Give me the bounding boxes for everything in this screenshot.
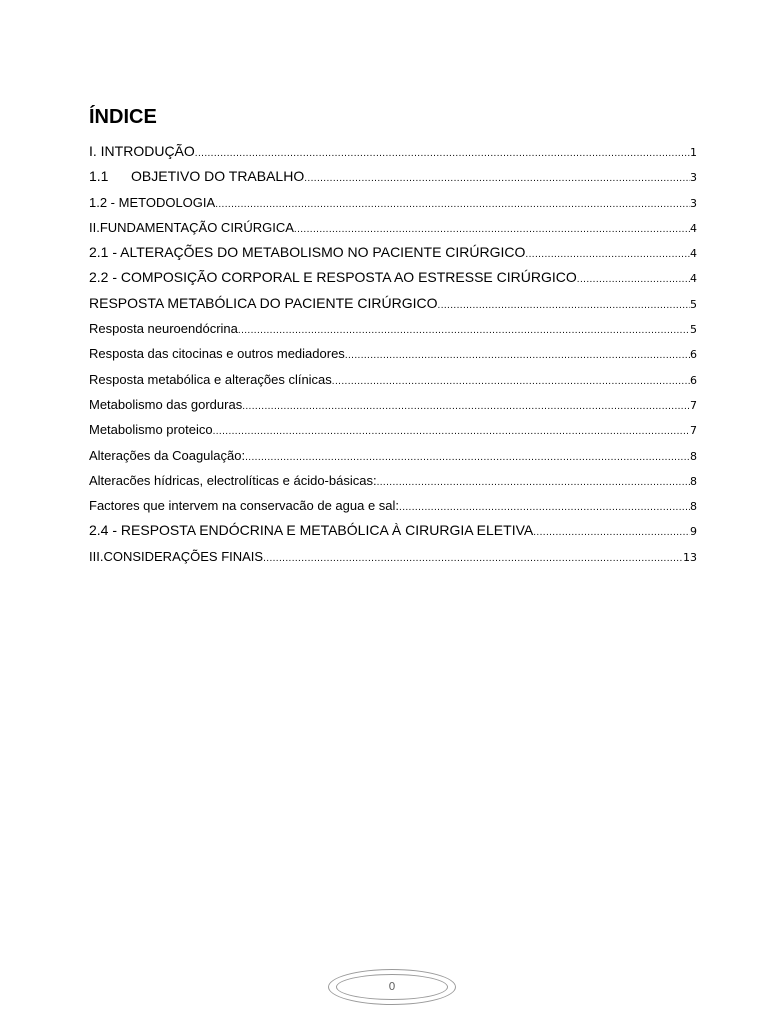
toc-entry[interactable] [89, 240, 697, 265]
page-number-frame [328, 969, 456, 1005]
toc-dot-leader [577, 267, 690, 292]
toc-entry-title [89, 341, 345, 366]
toc-entry[interactable] [89, 493, 697, 518]
toc-page-number: 5 [690, 323, 697, 337]
toc-entry-label: 2.2 - COMPOSIÇÃO CORPORAL E RESPOSTA AO ESTRESSE CIRÚRGICO [89, 269, 577, 286]
toc-entry[interactable] [89, 544, 697, 569]
toc-entry-label: Resposta neuroendócrina [89, 321, 238, 337]
toc-entry-title [89, 291, 438, 316]
toc-entry[interactable] [89, 417, 697, 442]
toc-entry-title [89, 417, 213, 442]
toc-entry-title [89, 544, 263, 569]
toc-dot-leader [238, 318, 690, 343]
toc-dot-leader [525, 242, 690, 267]
toc-dot-leader [294, 217, 690, 242]
toc-entry-label: I. INTRODUÇÃO [89, 143, 195, 159]
toc-entry-label: Alterações da Coagulação: [89, 447, 246, 463]
page-number: 0 [388, 980, 396, 993]
toc-entry[interactable] [89, 215, 697, 240]
toc-page-number: 4 [690, 247, 697, 261]
toc-entry[interactable] [89, 518, 697, 543]
toc-entry-title [89, 316, 238, 341]
toc-dot-leader [304, 166, 690, 191]
toc-entry-label: 2.4 - RESPOSTA ENDÓCRINA E METABÓLICA À CIRURGIA ELETIVA [89, 522, 534, 539]
toc-dot-leader [263, 546, 683, 571]
toc-page-number: 5 [690, 297, 697, 311]
toc-entry[interactable] [89, 316, 697, 341]
toc-entry-title [89, 139, 195, 164]
toc-dot-leader [242, 394, 690, 419]
toc-entry-title [89, 190, 215, 215]
toc-entry[interactable] [89, 164, 697, 189]
toc-page-number: 3 [690, 171, 697, 185]
toc-dot-leader [332, 369, 690, 394]
toc-page-number: 7 [690, 424, 697, 438]
toc-entry[interactable] [89, 265, 697, 290]
toc-entry-label: Metabolismo proteico [89, 422, 213, 438]
toc-entry-label: 2.1 - ALTERAÇÕES DO METABOLISMO NO PACIENTE CIRÚRGICO [89, 244, 526, 261]
toc-entry[interactable] [89, 291, 697, 316]
toc-entry[interactable] [89, 443, 697, 468]
toc-entry-title [89, 493, 399, 518]
toc-entry-label: Resposta metabólica e alterações clínicas [89, 371, 332, 387]
toc-dot-leader [245, 445, 690, 470]
toc-entry[interactable] [89, 190, 697, 215]
toc-entry-title [89, 443, 245, 468]
toc-page-number: 8 [690, 500, 697, 514]
toc-page-number: 3 [690, 196, 697, 210]
toc-entry[interactable] [89, 468, 697, 493]
toc-entry-title [89, 215, 294, 240]
table-of-contents [89, 139, 697, 569]
toc-page-number: 4 [690, 221, 697, 235]
toc-entry-title [89, 265, 577, 290]
toc-dot-leader [215, 192, 690, 217]
toc-page-number: 6 [690, 373, 697, 387]
toc-page-number: 13 [683, 550, 697, 564]
toc-entry-label: 1.2 - METODOLOGIA [89, 194, 216, 210]
toc-entry-label: OBJETIVO DO TRABALHO [131, 168, 305, 185]
toc-entry-title [89, 164, 304, 189]
toc-dot-leader [213, 419, 690, 444]
toc-dot-leader [195, 141, 690, 166]
toc-entry-title [89, 367, 332, 392]
toc-page-number: 9 [690, 525, 697, 539]
toc-page-number: 6 [690, 348, 697, 362]
toc-dot-leader [438, 293, 690, 318]
toc-entry-label: Resposta das citocinas e outros mediadores [89, 346, 345, 362]
toc-dot-leader [345, 343, 690, 368]
toc-entry-label: Metabolismo das gorduras [89, 396, 243, 412]
toc-entry-title [89, 518, 533, 543]
toc-dot-leader [533, 520, 690, 545]
toc-page-number: 8 [690, 449, 697, 463]
toc-entry-label: III.CONSIDERAÇÕES FINAIS [89, 548, 264, 564]
toc-entry-label: RESPOSTA METABÓLICA DO PACIENTE CIRÚRGICO [89, 294, 438, 311]
toc-entry-number: 1.1 [89, 168, 109, 185]
toc-page-number: 1 [690, 146, 697, 159]
toc-entry[interactable] [89, 367, 697, 392]
toc-entry[interactable] [89, 341, 697, 366]
toc-entry-title [89, 392, 242, 417]
toc-title: ÍNDICE [89, 106, 157, 128]
toc-entry[interactable] [89, 392, 697, 417]
toc-entry-label: Factores que intervem na conservacão de agua e sal: [89, 498, 400, 514]
toc-entry-label: Alteracões hídricas, electrolíticas e ácido-básicas: [89, 472, 377, 488]
toc-entry-title [89, 240, 525, 265]
toc-entry-label: II.FUNDAMENTAÇÃO CIRÚRGICA [89, 219, 294, 235]
toc-page-number: 4 [690, 272, 697, 286]
toc-entry-title [89, 468, 377, 493]
toc-page-number: 7 [690, 398, 697, 412]
toc-dot-leader [377, 470, 690, 495]
toc-dot-leader [399, 495, 690, 520]
toc-entry[interactable] [89, 139, 697, 164]
toc-page-number: 8 [690, 474, 697, 488]
